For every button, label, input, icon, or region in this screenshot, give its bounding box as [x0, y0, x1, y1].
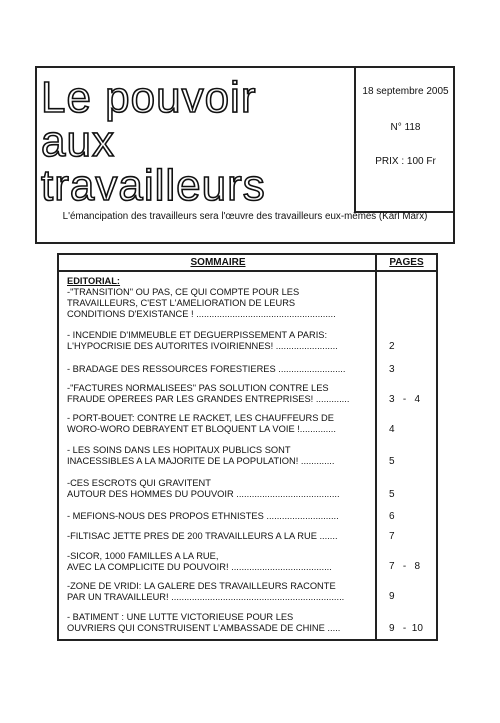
- toc-item-page: 3 - 4: [389, 394, 421, 405]
- title-line-2: aux: [41, 117, 115, 166]
- toc-item-page: 5: [389, 456, 395, 467]
- toc-item-editorial: [67, 276, 371, 320]
- toc-item: [67, 551, 371, 573]
- issue-number: N° 118: [390, 122, 421, 133]
- toc-item-line: -CES ESCROTS QUI GRAVITENT: [67, 478, 211, 488]
- toc-item-line: - MEFIONS-NOUS DES PROPOS ETHNISTES ............................: [67, 511, 339, 521]
- issue-date: 18 septembre 2005: [362, 86, 449, 97]
- toc-header: [59, 255, 436, 271]
- tagline: L'émancipation des travailleurs sera l'œuvre des travailleurs eux-mêmes (Karl Marx): [62, 211, 428, 222]
- toc-item: [67, 383, 371, 405]
- issue-price: PRIX : 100 Fr: [375, 156, 436, 167]
- toc-item: [67, 445, 371, 467]
- table-of-contents: [57, 253, 438, 641]
- toc-item-page: 7 - 8: [389, 561, 421, 572]
- toc-item-line: INACESSIBLES A LA MAJORITE DE LA POPULATION! .............: [67, 456, 335, 466]
- toc-item: [67, 581, 371, 603]
- title-line-1: Le pouvoir: [41, 73, 257, 122]
- toc-item-line: -ZONE DE VRIDI: LA GALERE DES TRAVAILLEURS RACONTE: [67, 581, 336, 591]
- toc-item-line: CONDITIONS D'EXISTANCE ! ......................................................: [67, 309, 336, 319]
- toc-item-page: 9: [389, 591, 395, 602]
- toc-item: [67, 364, 371, 375]
- toc-pages-heading: PAGES: [389, 257, 424, 268]
- toc-item-line: - PORT-BOUET: CONTRE LE RACKET, LES CHAUFFEURS DE: [67, 413, 334, 423]
- toc-item-line: FRAUDE OPEREES PAR LES GRANDES ENTREPRISES! .............: [67, 394, 350, 404]
- title-line-3: travailleurs: [41, 161, 266, 210]
- toc-item: [67, 612, 371, 634]
- toc-header-divider: [59, 270, 436, 272]
- toc-item: [67, 330, 371, 352]
- toc-item-page: 2: [389, 341, 395, 352]
- masthead: [35, 66, 455, 244]
- toc-item-line: PAR UN TRAVAILLEUR! ...................................................................: [67, 592, 345, 602]
- toc-item-line: -"FACTURES NORMALISEES" PAS SOLUTION CONTRE LES: [67, 383, 329, 393]
- newspaper-title: [37, 68, 355, 213]
- toc-item-page: 3: [389, 364, 395, 375]
- toc-item-line: - LES SOINS DANS LES HOPITAUX PUBLICS SONT: [67, 445, 291, 455]
- issue-info-box: [354, 68, 455, 213]
- toc-item-page: 6: [389, 511, 395, 522]
- toc-item: [67, 531, 371, 542]
- toc-item: [67, 413, 371, 435]
- toc-item-line: -"TRANSITION" OU PAS, CE QUI COMPTE POUR LES: [67, 287, 300, 297]
- toc-item-line: L'HYPOCRISIE DES AUTORITES IVOIRIENNES! ........................: [67, 341, 338, 351]
- toc-item-page: 4: [389, 424, 395, 435]
- toc-item-line: -SICOR, 1000 FAMILLES A LA RUE,: [67, 551, 219, 561]
- toc-item-line: AUTOUR DES HOMMES DU POUVOIR ........................................: [67, 489, 340, 499]
- toc-item-page: 9 - 10: [389, 623, 423, 634]
- toc-item-line: OUVRIERS QUI CONSTRUISENT L'AMBASSADE DE CHINE .....: [67, 623, 341, 633]
- toc-item-label: EDITORIAL:: [67, 276, 121, 286]
- toc-item-line: - INCENDIE D'IMMEUBLE ET DEGUERPISSEMENT A PARIS:: [67, 330, 328, 340]
- toc-item-page: 7: [389, 531, 395, 542]
- toc-item-line: - BRADAGE DES RESSOURCES FORESTIERES ..........................: [67, 364, 346, 374]
- toc-item: [67, 511, 371, 522]
- toc-heading: SOMMAIRE: [190, 257, 246, 268]
- toc-item-line: TRAVAILLEURS, C'EST L'AMELIORATION DE LEURS: [67, 298, 296, 308]
- toc-item-line: -FILTISAC JETTE PRES DE 200 TRAVAILLEURS A LA RUE .......: [67, 531, 338, 541]
- toc-item-line: - BATIMENT : UNE LUTTE VICTORIEUSE POUR LES: [67, 612, 294, 622]
- toc-item-page: 5: [389, 489, 395, 500]
- toc-item: [67, 478, 371, 500]
- toc-item-line: AVEC LA COMPLICITE DU POUVOIR! .......................................: [67, 562, 332, 572]
- toc-item-line: WORO-WORO DEBRAYENT ET BLOQUENT LA VOIE !..............: [67, 424, 336, 434]
- toc-column-separator: [375, 255, 377, 639]
